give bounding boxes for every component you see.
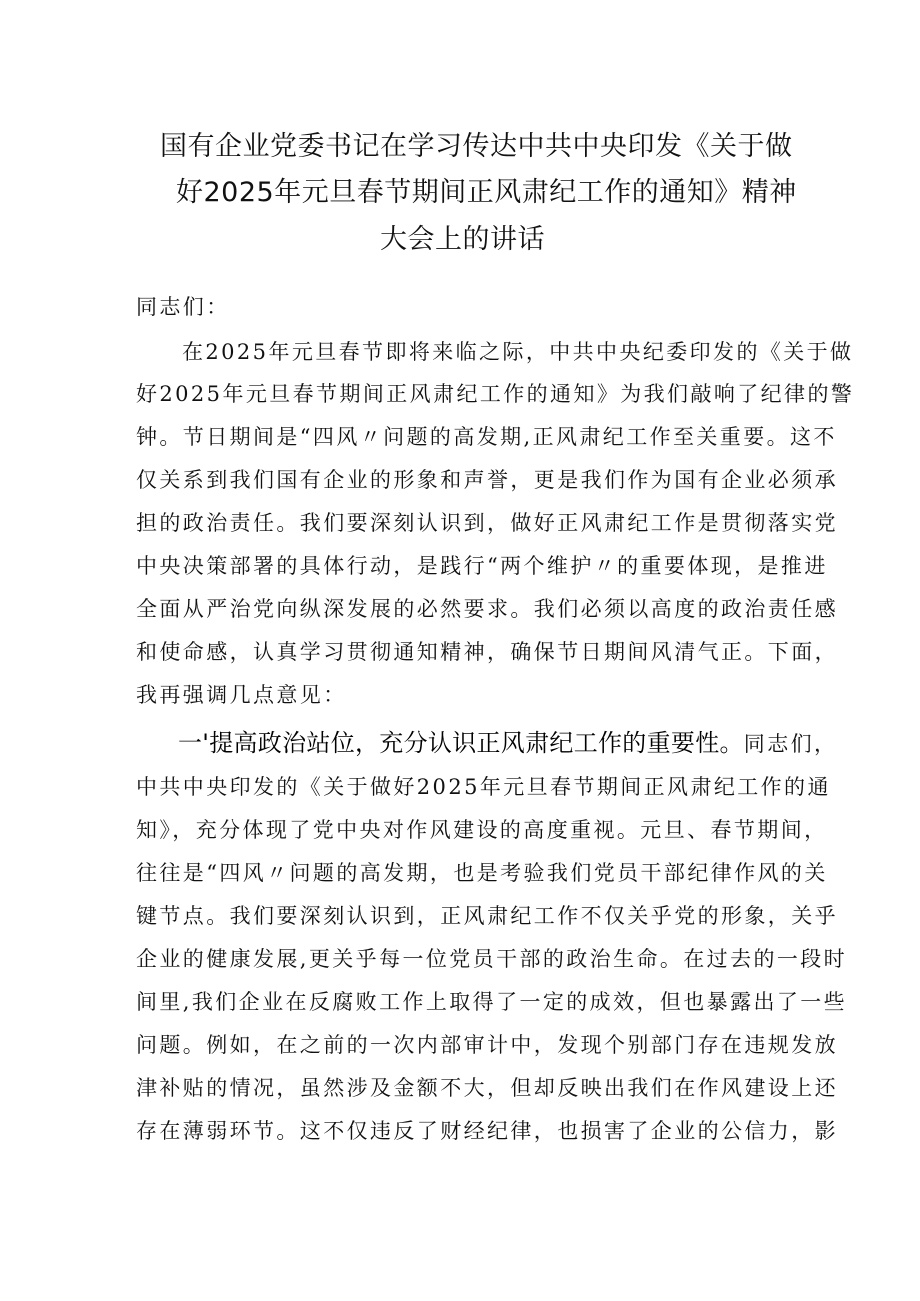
section-1-line: 间里,我们企业在反腐败工作上取得了一定的成效，但也暴露出了一些	[136, 990, 848, 1014]
intro-line: 全面从严治党向纵深发展的必然要求。我们必须以高度的政治责任感	[136, 597, 838, 621]
intro-line: 中央决策部署的具体行动，是践行“两个维护〃的重要体现，是推进	[136, 554, 828, 578]
section-1-line: 往往是“四风〃问题的高发期，也是考验我们党员干部纪律作风的关	[136, 861, 828, 885]
section-1-heading: 一'提高政治站位，充分认识正风肃纪工作的重要性。	[178, 729, 744, 757]
section-1-line: 中共中央印发的《关于做好2025年元旦春节期间正风肃纪工作的通	[136, 775, 831, 799]
section-1-line: 问题。例如，在之前的一次内部审计中，发现个别部门存在违规发放	[136, 1033, 838, 1057]
section-1-line: 津补贴的情况，虽然涉及金额不大，但却反映出我们在作风建设上还	[136, 1076, 838, 1100]
intro-line: 我再强调几点意见：	[136, 683, 347, 707]
document-title-line-3: 大会上的讲话	[380, 224, 545, 255]
salutation: 同志们：	[136, 295, 230, 319]
intro-line: 仅关系到我们国有企业的形象和声誉，更是我们作为国有企业必须承	[136, 468, 838, 492]
intro-line: 好2025年元旦春节期间正风肃纪工作的通知》为我们敲响了纪律的警	[136, 382, 855, 406]
intro-line: 在2025年元旦春节即将来临之际，中共中央纪委印发的《关于做	[182, 340, 854, 364]
section-1-line: 键节点。我们要深刻认识到，正风肃纪工作不仅关乎党的形象，关乎	[136, 904, 838, 928]
section-1-line: 企业的健康发展,更关乎每一位党员干部的政治生命。在过去的一段时	[136, 947, 848, 971]
document-title-line-2: 好2025年元旦春节期间正风肃纪工作的通知》精神	[176, 177, 797, 208]
intro-line: 和使命感，认真学习贯彻通知精神，确保节日期间风清气正。下面，	[136, 640, 838, 664]
section-1-line: 存在薄弱环节。这不仅违反了财经纪律，也损害了企业的公信力，影	[136, 1119, 838, 1143]
section-1-heading-line	[178, 723, 837, 758]
section-1-heading-tail: 同志们，	[743, 732, 838, 756]
intro-line: 担的政治责任。我们要深刻认识到，做好正风肃纪工作是贯彻落实党	[136, 511, 838, 535]
document-title-line-1: 国有企业党委书记在学习传达中共中央印发《关于做	[160, 131, 793, 162]
section-1-line: 知》，充分体现了党中央对作风建设的高度重视。元旦、春节期间，	[136, 818, 828, 842]
intro-line: 钟。节日期间是“四风〃问题的高发期,正风肃纪工作至关重要。这不	[136, 425, 837, 449]
